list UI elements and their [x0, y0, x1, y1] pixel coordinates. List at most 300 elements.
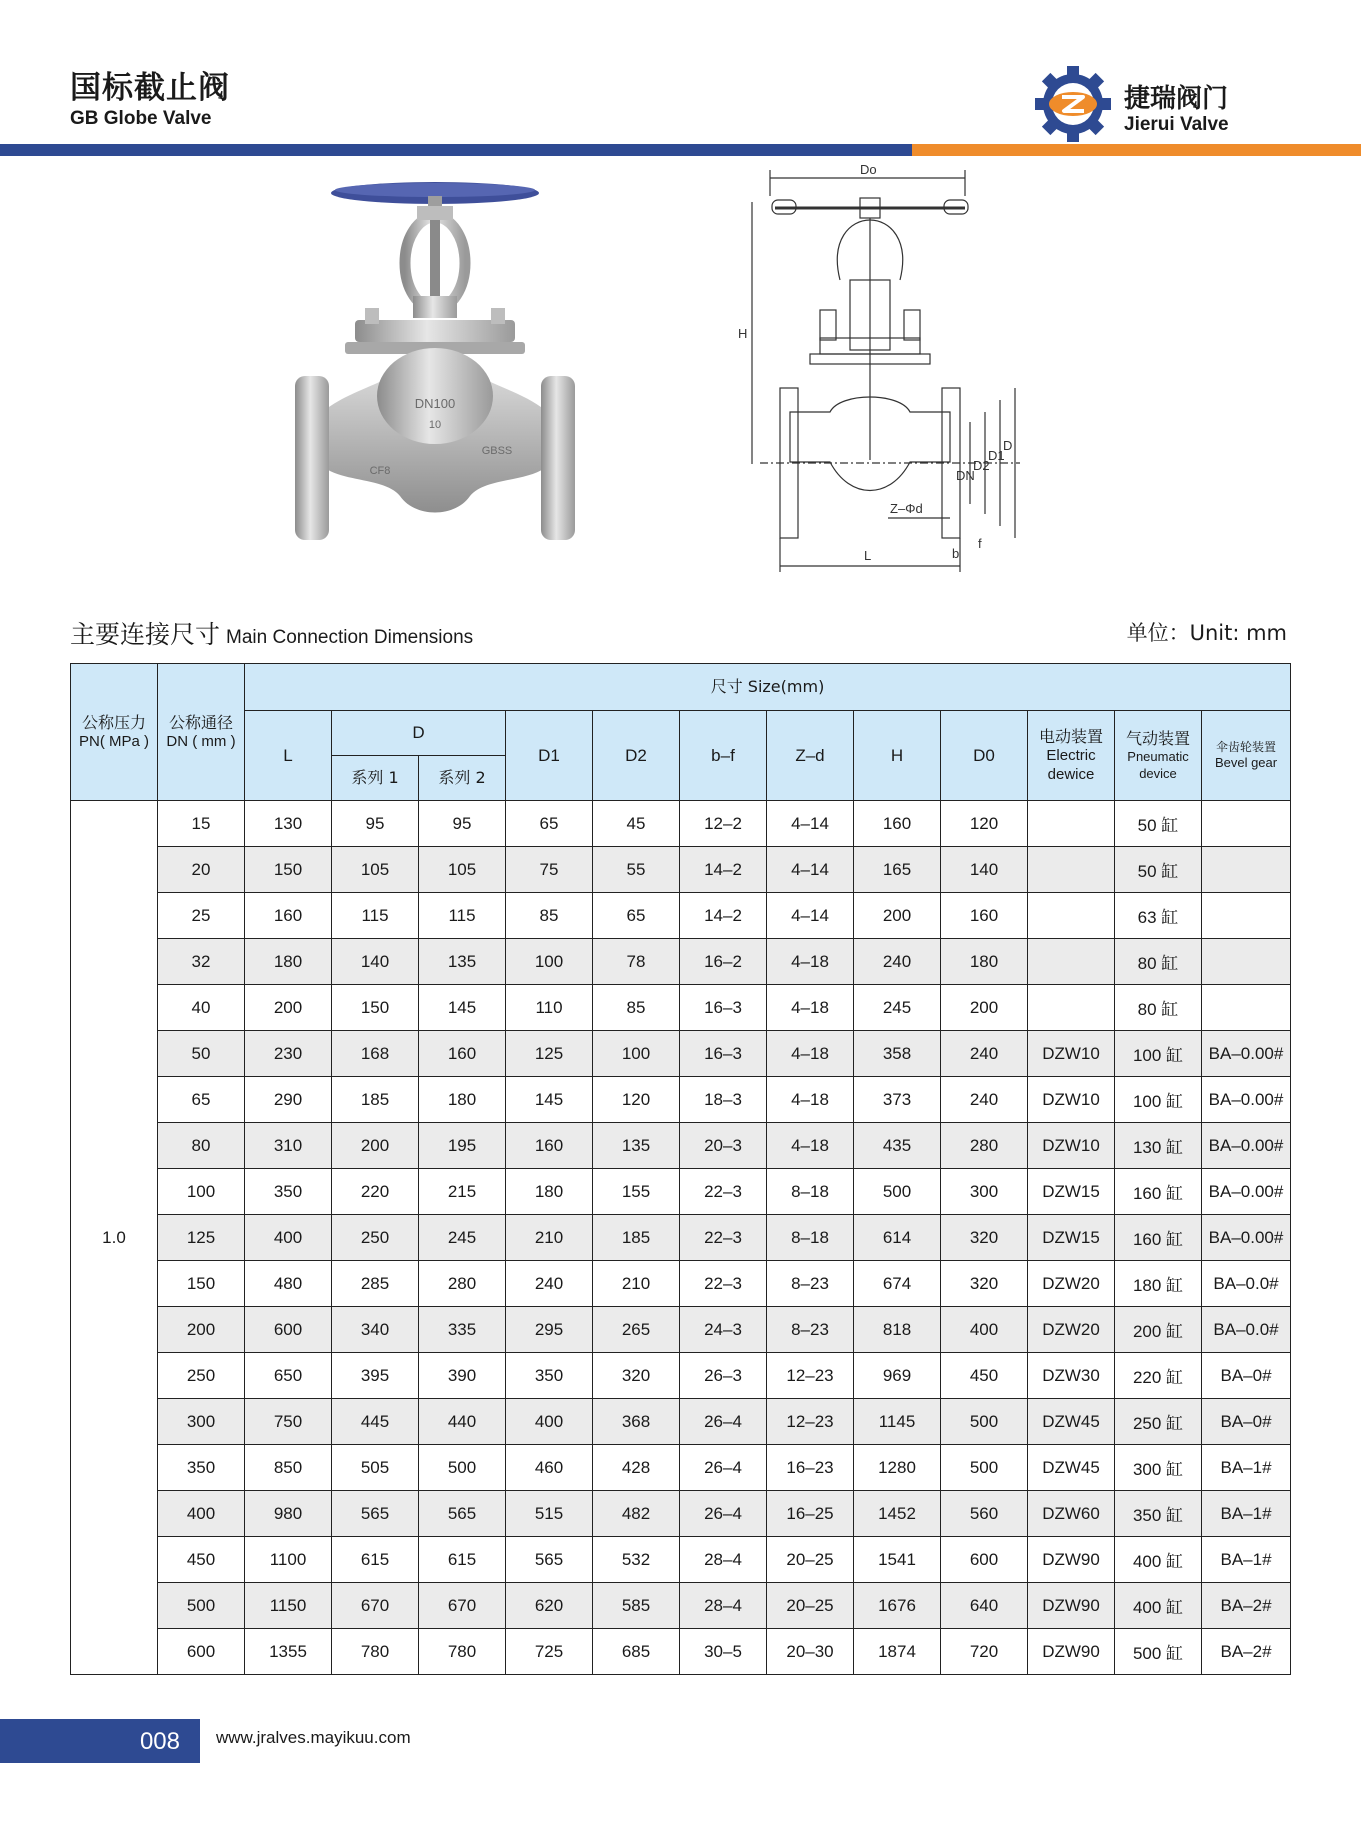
table-row — [71, 985, 1291, 1031]
page-number-badge — [0, 1719, 200, 1763]
table-cell: 450 — [941, 1353, 1028, 1399]
table-cell: 180 — [419, 1077, 506, 1123]
table-cell: 220 — [332, 1169, 419, 1215]
table-row — [71, 893, 1291, 939]
header-series2: 系列 2 — [419, 756, 506, 801]
table-cell: 245 — [419, 1215, 506, 1261]
header-d1: D1 — [506, 711, 593, 801]
table-cell: 750 — [245, 1399, 332, 1445]
table-cell: 200 — [158, 1307, 245, 1353]
pn-cell: 1.0 — [71, 801, 158, 1675]
table-row — [71, 1629, 1291, 1675]
table-cell: 195 — [419, 1123, 506, 1169]
table-cell: 290 — [245, 1077, 332, 1123]
table-cell: 160 — [419, 1031, 506, 1077]
table-cell: 160 缸 — [1115, 1215, 1202, 1261]
table-cell: 8–18 — [767, 1169, 854, 1215]
header-bevel-en: Bevel gear — [1214, 754, 1278, 770]
table-cell: 4–14 — [767, 801, 854, 847]
table-cell: 565 — [332, 1491, 419, 1537]
table-cell: 55 — [593, 847, 680, 893]
header-series1: 系列 1 — [332, 756, 419, 801]
table-cell: 150 — [158, 1261, 245, 1307]
table-cell: 160 — [245, 893, 332, 939]
dim-h-label: H — [738, 326, 748, 341]
table-cell: 450 — [158, 1537, 245, 1583]
footer-url[interactable]: www.jralves.mayikuu.com — [216, 1728, 411, 1747]
table-cell: 180 — [506, 1169, 593, 1215]
table-cell: 16–2 — [680, 939, 767, 985]
table-row — [71, 1399, 1291, 1445]
table-cell: DZW10 — [1028, 1077, 1115, 1123]
table-cell: 320 — [593, 1353, 680, 1399]
table-cell: 295 — [506, 1307, 593, 1353]
table-cell: 720 — [941, 1629, 1028, 1675]
table-cell: 12–23 — [767, 1353, 854, 1399]
table-cell: 26–4 — [680, 1445, 767, 1491]
table-cell: 565 — [419, 1491, 506, 1537]
table-cell: 640 — [941, 1583, 1028, 1629]
header-pneumatic-en2: device — [1139, 765, 1177, 781]
dim-f-label: f — [978, 536, 982, 551]
brand-name-en: Jierui Valve — [1124, 114, 1229, 135]
table-cell: DZW45 — [1028, 1445, 1115, 1491]
page-title-cn: 国标截止阀 — [70, 70, 230, 106]
table-cell: 24–3 — [680, 1307, 767, 1353]
table-cell: 1541 — [854, 1537, 941, 1583]
table-cell: 240 — [941, 1077, 1028, 1123]
table-cell: 8–23 — [767, 1261, 854, 1307]
table-cell: 100 缸 — [1115, 1077, 1202, 1123]
table-cell: 22–3 — [680, 1261, 767, 1307]
table-cell: 400 缸 — [1115, 1537, 1202, 1583]
table-cell: 65 — [158, 1077, 245, 1123]
table-cell: 100 缸 — [1115, 1031, 1202, 1077]
table-cell: 115 — [332, 893, 419, 939]
table-row — [71, 1491, 1291, 1537]
table-cell: 150 — [245, 847, 332, 893]
table-cell: 145 — [506, 1077, 593, 1123]
table-cell: 168 — [332, 1031, 419, 1077]
table-cell: DZW90 — [1028, 1537, 1115, 1583]
table-cell: 725 — [506, 1629, 593, 1675]
table-cell: 565 — [506, 1537, 593, 1583]
header-dn — [158, 664, 245, 801]
table-cell: BA–1# — [1202, 1445, 1291, 1491]
table-cell: 16–3 — [680, 985, 767, 1031]
table-cell: 160 缸 — [1115, 1169, 1202, 1215]
table-cell: 100 — [593, 1031, 680, 1077]
page-title-en: GB Globe Valve — [70, 108, 212, 129]
gear-logo-icon — [1030, 64, 1116, 144]
table-cell: DZW20 — [1028, 1261, 1115, 1307]
table-cell: BA–0.00# — [1202, 1077, 1291, 1123]
table-cell: 310 — [245, 1123, 332, 1169]
table-cell: 16–23 — [767, 1445, 854, 1491]
table-row — [71, 801, 1291, 847]
section-title-cn: 主要连接尺寸 — [70, 620, 221, 649]
table-cell: 25 — [158, 893, 245, 939]
header-dn-cn: 公称通径 — [168, 712, 233, 732]
table-cell: BA–0.0# — [1202, 1261, 1291, 1307]
table-cell: 200 — [941, 985, 1028, 1031]
table-row — [71, 1169, 1291, 1215]
table-cell: 280 — [419, 1261, 506, 1307]
table-cell: 230 — [245, 1031, 332, 1077]
table-cell: 400 — [245, 1215, 332, 1261]
table-cell: 210 — [593, 1261, 680, 1307]
table-cell: 65 — [593, 893, 680, 939]
table-cell: 614 — [854, 1215, 941, 1261]
table-cell: 280 — [941, 1123, 1028, 1169]
dim-b-label: b — [952, 546, 960, 561]
table-cell: 15 — [158, 801, 245, 847]
table-cell — [1202, 847, 1291, 893]
table-cell — [1028, 985, 1115, 1031]
table-cell: DZW15 — [1028, 1215, 1115, 1261]
table-cell: 65 — [506, 801, 593, 847]
table-cell: 130 — [245, 801, 332, 847]
table-cell: 125 — [506, 1031, 593, 1077]
table-cell: 4–18 — [767, 985, 854, 1031]
table-cell: 50 缸 — [1115, 801, 1202, 847]
header-electric-en1: Electric — [1046, 746, 1096, 764]
table-cell: 482 — [593, 1491, 680, 1537]
table-row — [71, 939, 1291, 985]
table-cell: 160 — [941, 893, 1028, 939]
table-row — [71, 847, 1291, 893]
table-cell: BA–2# — [1202, 1629, 1291, 1675]
table-cell: 145 — [419, 985, 506, 1031]
table-cell: 200 — [332, 1123, 419, 1169]
table-cell: 22–3 — [680, 1215, 767, 1261]
header-pneumatic-cn: 气动装置 — [1125, 729, 1190, 749]
table-cell: 532 — [593, 1537, 680, 1583]
valve-photo — [285, 178, 585, 558]
table-cell: 240 — [941, 1031, 1028, 1077]
table-cell: 350 — [506, 1353, 593, 1399]
table-cell: 265 — [593, 1307, 680, 1353]
table-cell: 105 — [419, 847, 506, 893]
table-cell: 165 — [854, 847, 941, 893]
table-cell: 63 缸 — [1115, 893, 1202, 939]
table-cell: 125 — [158, 1215, 245, 1261]
table-cell: 45 — [593, 801, 680, 847]
table-cell: 185 — [593, 1215, 680, 1261]
table-cell: 1100 — [245, 1537, 332, 1583]
header-electric-cn: 电动装置 — [1038, 726, 1103, 746]
table-cell: 210 — [506, 1215, 593, 1261]
brand-name-cn: 捷瑞阀门 — [1124, 84, 1229, 114]
table-cell: 585 — [593, 1583, 680, 1629]
table-cell: 500 — [854, 1169, 941, 1215]
table-cell: BA–0.00# — [1202, 1123, 1291, 1169]
header-pneumatic — [1115, 711, 1202, 801]
body-marking-dn: DN100 — [414, 396, 456, 411]
table-cell: 1355 — [245, 1629, 332, 1675]
table-cell: 1280 — [854, 1445, 941, 1491]
table-cell: 80 缸 — [1115, 985, 1202, 1031]
table-cell: 505 — [332, 1445, 419, 1491]
table-cell: 440 — [419, 1399, 506, 1445]
table-cell: DZW10 — [1028, 1031, 1115, 1077]
table-cell — [1202, 801, 1291, 847]
table-cell: 1676 — [854, 1583, 941, 1629]
table-cell: 340 — [332, 1307, 419, 1353]
table-cell: 26–4 — [680, 1491, 767, 1537]
table-cell: 14–2 — [680, 893, 767, 939]
table-cell: 818 — [854, 1307, 941, 1353]
table-cell: DZW30 — [1028, 1353, 1115, 1399]
table-cell: 8–18 — [767, 1215, 854, 1261]
table-cell: 685 — [593, 1629, 680, 1675]
table-cell: 390 — [419, 1353, 506, 1399]
dim-d1-label: D1 — [988, 448, 1005, 463]
dimensions-table — [70, 663, 1291, 1675]
table-cell: 105 — [332, 847, 419, 893]
header-d2: D2 — [593, 711, 680, 801]
table-cell: 75 — [506, 847, 593, 893]
table-cell: 120 — [941, 801, 1028, 847]
header-bevel — [1202, 711, 1291, 801]
table-cell: 500 — [941, 1399, 1028, 1445]
table-cell: 180 — [245, 939, 332, 985]
table-cell: 400 — [158, 1491, 245, 1537]
table-cell: 85 — [506, 893, 593, 939]
table-cell: 1452 — [854, 1491, 941, 1537]
table-cell: 500 缸 — [1115, 1629, 1202, 1675]
table-cell: BA–0.00# — [1202, 1169, 1291, 1215]
header-electric-en2: dewice — [1047, 765, 1095, 783]
table-cell: 4–18 — [767, 939, 854, 985]
table-cell: 50 — [158, 1031, 245, 1077]
table-cell: 969 — [854, 1353, 941, 1399]
table-cell: DZW90 — [1028, 1583, 1115, 1629]
table-cell: 320 — [941, 1261, 1028, 1307]
table-cell: BA–0.00# — [1202, 1215, 1291, 1261]
table-cell: 95 — [332, 801, 419, 847]
table-cell: 120 — [593, 1077, 680, 1123]
table-cell: 150 — [332, 985, 419, 1031]
header-band-orange — [912, 144, 1361, 156]
table-cell: 600 — [245, 1307, 332, 1353]
header-d: D — [332, 711, 506, 756]
table-cell: 80 — [158, 1123, 245, 1169]
table-cell: 615 — [419, 1537, 506, 1583]
table-row — [71, 1537, 1291, 1583]
table-cell: 320 — [941, 1215, 1028, 1261]
table-cell: 670 — [419, 1583, 506, 1629]
table-cell: DZW15 — [1028, 1169, 1115, 1215]
table-row — [71, 1261, 1291, 1307]
table-cell: 140 — [941, 847, 1028, 893]
section-title-en: Main Connection Dimensions — [226, 627, 474, 648]
table-cell: DZW20 — [1028, 1307, 1115, 1353]
header-l: L — [245, 711, 332, 801]
table-cell: 250 — [332, 1215, 419, 1261]
body-marking-standard: GBSS — [481, 445, 513, 457]
table-cell: BA–0.0# — [1202, 1307, 1291, 1353]
table-cell: 20–25 — [767, 1537, 854, 1583]
table-cell: 358 — [854, 1031, 941, 1077]
table-cell: 500 — [941, 1445, 1028, 1491]
table-cell: 600 — [941, 1537, 1028, 1583]
table-cell: 16–3 — [680, 1031, 767, 1077]
table-cell: 12–23 — [767, 1399, 854, 1445]
table-cell: 368 — [593, 1399, 680, 1445]
table-cell — [1028, 801, 1115, 847]
table-cell: 100 — [506, 939, 593, 985]
table-cell: 135 — [419, 939, 506, 985]
header-d0: D0 — [941, 711, 1028, 801]
table-body — [71, 801, 1291, 1675]
table-cell: 400 — [506, 1399, 593, 1445]
table-cell: 135 — [593, 1123, 680, 1169]
table-cell: 1150 — [245, 1583, 332, 1629]
table-cell: 4–18 — [767, 1123, 854, 1169]
dim-d2-label: D2 — [973, 458, 990, 473]
table-cell: 78 — [593, 939, 680, 985]
table-cell: 560 — [941, 1491, 1028, 1537]
dim-l-label: L — [864, 548, 872, 563]
table-row — [71, 1123, 1291, 1169]
table-cell: 250 缸 — [1115, 1399, 1202, 1445]
table-cell: 240 — [854, 939, 941, 985]
table-cell: 80 缸 — [1115, 939, 1202, 985]
table-cell: 335 — [419, 1307, 506, 1353]
table-cell: 130 缸 — [1115, 1123, 1202, 1169]
table-cell: 140 — [332, 939, 419, 985]
table-row — [71, 1077, 1291, 1123]
header-pn-en: PN( MPa ) — [78, 732, 149, 750]
table-cell: 30–5 — [680, 1629, 767, 1675]
table-cell: 435 — [854, 1123, 941, 1169]
table-cell: 300 — [158, 1399, 245, 1445]
table-cell: 20–30 — [767, 1629, 854, 1675]
header-pn — [71, 664, 158, 801]
table-cell: 980 — [245, 1491, 332, 1537]
table-cell — [1202, 985, 1291, 1031]
body-marking-pn: 10 — [428, 419, 442, 431]
dim-d-label: D — [1003, 438, 1013, 453]
table-cell: 600 — [158, 1629, 245, 1675]
table-cell: 4–14 — [767, 893, 854, 939]
table-cell: 26–3 — [680, 1353, 767, 1399]
table-cell: 400 缸 — [1115, 1583, 1202, 1629]
table-cell: 460 — [506, 1445, 593, 1491]
header-h: H — [854, 711, 941, 801]
table-row — [71, 1307, 1291, 1353]
table-cell: 300 — [941, 1169, 1028, 1215]
header-bf: b–f — [680, 711, 767, 801]
table-cell: 850 — [245, 1445, 332, 1491]
table-cell: 14–2 — [680, 847, 767, 893]
table-cell: 4–18 — [767, 1077, 854, 1123]
table-cell: 185 — [332, 1077, 419, 1123]
table-cell: 300 缸 — [1115, 1445, 1202, 1491]
table-cell: 16–25 — [767, 1491, 854, 1537]
body-marking-material: CF8 — [369, 465, 391, 477]
table-cell: BA–0.00# — [1202, 1031, 1291, 1077]
table-cell: 200 — [245, 985, 332, 1031]
dim-dn-label: DN — [956, 468, 975, 483]
table-cell: 100 — [158, 1169, 245, 1215]
table-cell: 500 — [419, 1445, 506, 1491]
table-row — [71, 1031, 1291, 1077]
table-cell: 180 缸 — [1115, 1261, 1202, 1307]
table-cell: 400 — [941, 1307, 1028, 1353]
table-cell: 445 — [332, 1399, 419, 1445]
table-cell: 395 — [332, 1353, 419, 1399]
table-cell: BA–0# — [1202, 1399, 1291, 1445]
table-cell: 22–3 — [680, 1169, 767, 1215]
table-cell: 32 — [158, 939, 245, 985]
table-cell: 650 — [245, 1353, 332, 1399]
table-cell: 350 — [158, 1445, 245, 1491]
table-cell: 160 — [506, 1123, 593, 1169]
table-cell: BA–1# — [1202, 1491, 1291, 1537]
table-cell: 180 — [941, 939, 1028, 985]
table-cell: 515 — [506, 1491, 593, 1537]
table-cell: 20–25 — [767, 1583, 854, 1629]
table-cell: 220 缸 — [1115, 1353, 1202, 1399]
table-cell: 500 — [158, 1583, 245, 1629]
table-cell: 1874 — [854, 1629, 941, 1675]
table-row — [71, 1353, 1291, 1399]
table-cell: 200 — [854, 893, 941, 939]
unit-label: 单位：Unit: mm — [1126, 621, 1287, 645]
table-cell: 373 — [854, 1077, 941, 1123]
table-cell: 12–2 — [680, 801, 767, 847]
table-cell: 215 — [419, 1169, 506, 1215]
header-pneumatic-en1: Pneumatic — [1127, 749, 1189, 765]
table-row — [71, 1583, 1291, 1629]
table-cell: 50 缸 — [1115, 847, 1202, 893]
table-cell: BA–0# — [1202, 1353, 1291, 1399]
header-band-blue — [0, 144, 912, 156]
table-cell: DZW45 — [1028, 1399, 1115, 1445]
table-cell: 28–4 — [680, 1537, 767, 1583]
table-cell: 4–14 — [767, 847, 854, 893]
table-cell: 110 — [506, 985, 593, 1031]
table-cell: 40 — [158, 985, 245, 1031]
table-cell: 615 — [332, 1537, 419, 1583]
section-title — [70, 615, 473, 651]
table-cell: 350 — [245, 1169, 332, 1215]
page-number: 008 — [139, 1728, 180, 1755]
table-cell: 780 — [419, 1629, 506, 1675]
table-cell: BA–1# — [1202, 1537, 1291, 1583]
table-cell — [1028, 893, 1115, 939]
table-cell: 674 — [854, 1261, 941, 1307]
table-cell: DZW90 — [1028, 1629, 1115, 1675]
table-cell: 155 — [593, 1169, 680, 1215]
table-cell: 245 — [854, 985, 941, 1031]
valve-dimension-drawing — [720, 160, 1060, 580]
table-cell: 670 — [332, 1583, 419, 1629]
table-cell: 780 — [332, 1629, 419, 1675]
header-dn-en: DN ( mm ) — [166, 732, 236, 750]
table-cell: 95 — [419, 801, 506, 847]
table-cell — [1202, 893, 1291, 939]
header-pn-cn: 公称压力 — [81, 712, 146, 732]
table-cell — [1028, 939, 1115, 985]
table-cell: 200 缸 — [1115, 1307, 1202, 1353]
table-cell: 8–23 — [767, 1307, 854, 1353]
header-bevel-cn: 伞齿轮装置 — [1216, 739, 1277, 754]
table-cell: 26–4 — [680, 1399, 767, 1445]
table-cell: DZW60 — [1028, 1491, 1115, 1537]
